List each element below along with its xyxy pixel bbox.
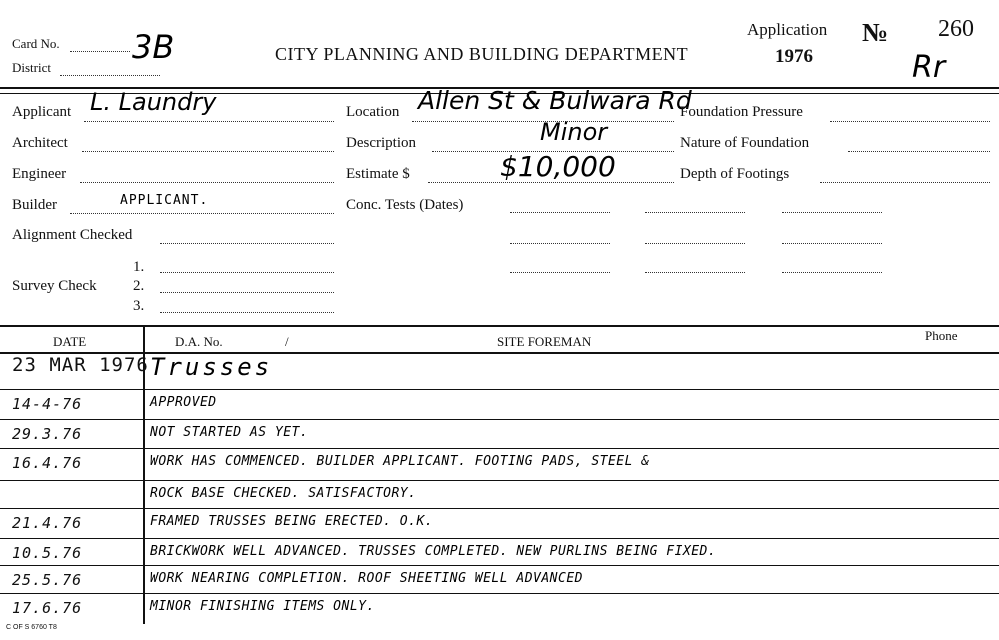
application-number: 260	[938, 16, 974, 42]
survey-3-label: 3.	[133, 298, 145, 314]
alignment-label: Alignment Checked	[12, 227, 133, 243]
log-entry: Trusses	[150, 353, 273, 381]
log-date: 21.4.76	[12, 514, 83, 532]
conc-line-2c	[782, 243, 882, 244]
card-no-label: Card No.	[12, 36, 60, 51]
architect-line	[82, 151, 334, 152]
conc-line-2b	[645, 243, 745, 244]
builder-label: Builder	[12, 197, 57, 213]
log-row-divider	[0, 593, 999, 594]
depth-footings-label: Depth of Footings	[680, 166, 790, 182]
log-date: 14-4-76	[12, 395, 83, 413]
conc-line-1a	[510, 212, 610, 213]
number-symbol: №	[862, 18, 889, 47]
log-phone-header: Phone	[925, 328, 958, 343]
log-row-divider	[0, 480, 999, 481]
card-no-value: 3B	[132, 28, 175, 66]
conc-line-1b	[645, 212, 745, 213]
conc-line-1c	[782, 212, 882, 213]
district-label: District	[12, 60, 51, 75]
log-entry: WORK HAS COMMENCED. BUILDER APPLICANT. FOOTING PADS, STEEL &	[150, 454, 650, 469]
log-top-divider	[0, 325, 999, 327]
district-line	[60, 75, 160, 76]
log-slash: /	[285, 334, 289, 349]
log-entry: FRAMED TRUSSES BEING ERECTED. O.K.	[150, 514, 434, 529]
location-value: Allen St & Bulwara Rd	[418, 86, 692, 115]
description-value: Minor	[540, 118, 608, 146]
log-date: 23 MAR 1976	[12, 354, 149, 376]
log-date-header: DATE	[53, 334, 87, 349]
survey-label: Survey Check	[12, 278, 97, 294]
foundation-pressure-label: Foundation Pressure	[680, 104, 803, 120]
log-row-divider	[0, 448, 999, 449]
log-row-divider	[0, 389, 999, 390]
conc-line-3a	[510, 272, 610, 273]
survey-1-label: 1.	[133, 259, 145, 275]
depth-footings-line	[820, 182, 990, 183]
survey-2-line	[160, 292, 334, 293]
engineer-line	[80, 182, 334, 183]
log-date: 16.4.76	[12, 454, 83, 472]
engineer-label: Engineer	[12, 166, 67, 182]
log-row-divider	[0, 419, 999, 420]
applicant-label: Applicant	[12, 104, 72, 120]
log-date: 29.3.76	[12, 425, 83, 443]
log-date: 10.5.76	[12, 544, 83, 562]
conc-line-2a	[510, 243, 610, 244]
log-row-divider	[0, 508, 999, 509]
conc-line-3b	[645, 272, 745, 273]
builder-value: APPLICANT.	[120, 193, 209, 208]
estimate-value: $10,000	[500, 150, 616, 183]
alignment-line	[160, 243, 334, 244]
log-entry: NOT STARTED AS YET.	[150, 425, 309, 440]
applicant-line	[84, 121, 334, 122]
log-da-header: D.A. No.	[175, 334, 223, 349]
log-date: 25.5.76	[12, 571, 83, 589]
log-row-divider	[0, 538, 999, 539]
location-label: Location	[346, 104, 400, 120]
log-row-divider	[0, 565, 999, 566]
survey-2-label: 2.	[133, 278, 145, 294]
conc-line-3c	[782, 272, 882, 273]
application-year: 1976	[775, 46, 813, 67]
nature-foundation-line	[848, 151, 990, 152]
log-entry: ROCK BASE CHECKED. SATISFACTORY.	[150, 486, 417, 501]
applicant-value: L. Laundry	[90, 88, 217, 116]
initials-signature: Rr	[912, 50, 946, 85]
survey-1-line	[160, 272, 334, 273]
log-entry: APPROVED	[150, 395, 217, 410]
card-no-line	[70, 51, 130, 52]
description-label: Description	[346, 135, 416, 151]
estimate-label: Estimate $	[346, 166, 410, 182]
log-site-foreman-header: SITE FOREMAN	[497, 334, 592, 349]
architect-label: Architect	[12, 135, 68, 151]
page-title: CITY PLANNING AND BUILDING DEPARTMENT	[275, 44, 689, 64]
log-entry: BRICKWORK WELL ADVANCED. TRUSSES COMPLETED. NEW PURLINS BEING FIXED.	[150, 544, 717, 559]
application-label: Application	[747, 20, 828, 39]
log-date: 17.6.76	[12, 599, 83, 617]
log-entry: MINOR FINISHING ITEMS ONLY.	[150, 599, 375, 614]
form-code: C OF S 6760 T8	[6, 624, 57, 631]
nature-foundation-label: Nature of Foundation	[680, 135, 810, 151]
survey-3-line	[160, 312, 334, 313]
builder-line	[70, 213, 334, 214]
log-entry: WORK NEARING COMPLETION. ROOF SHEETING WELL ADVANCED	[150, 571, 583, 586]
conc-tests-label: Conc. Tests (Dates)	[346, 197, 464, 213]
foundation-pressure-line	[830, 121, 990, 122]
